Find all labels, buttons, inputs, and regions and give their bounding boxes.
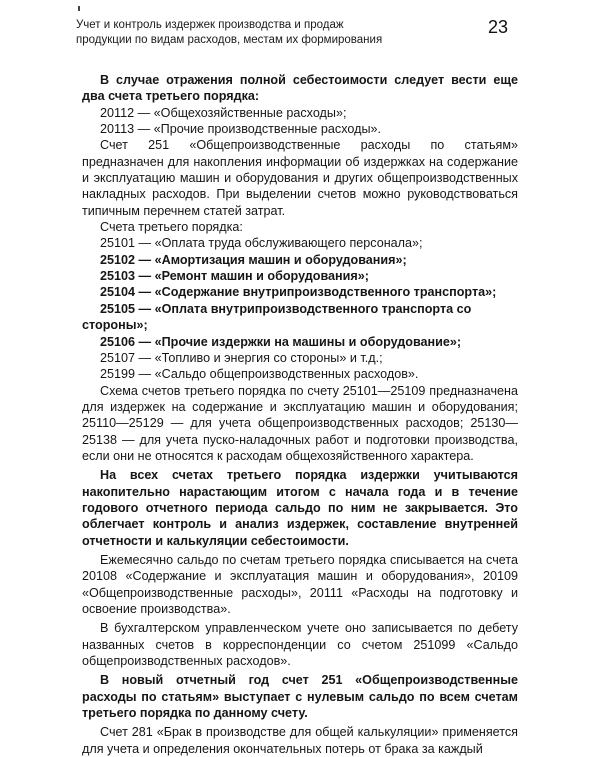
account-20112: 20112 — «Общехозяйственные расходы»; [100,105,347,120]
paragraph-7: В бухгалтерском управленческом учете оно записывается по дебету названных счетов в корреспонденции со счетом 251099 «Сальдо общепроизводственных расходов». [82,621,518,669]
paragraph-8: В новый отчетный год счет 251 «Общепроизводственные расходы по статьям» выступает с нулевым сальдо по всем счетам третьего порядка по данному счету. [82,673,518,721]
body-text [82,72,518,757]
running-title-line-1: Учет и контроль издержек производства и продаж [76,19,344,31]
paragraph-2: Счет 251 «Общепроизводственные расходы по статьям» предназначен для накопления информации об издержках на содержание и эксплуатацию машин и оборудования и других общепроизводственных накладных расходов. При выделении счетов можно руководствоваться типичным перечнем статей затрат. [82,138,518,218]
list-item: 25102 — «Амортизация машин и оборудования»; [100,252,407,267]
list-item: 25101 — «Оплата труда обслуживающего персонала»; [100,236,423,251]
paragraph-9: Счет 281 «Брак в производстве для общей калькуляции» применяется для учета и определения окончательных потерь от брака за каждый [82,725,518,756]
list-item: 25104 — «Содержание внутрипроизводственного транспорта»; [100,285,497,300]
running-title-line-2: продукции по видам расходов, местам их формирования [76,34,383,46]
paragraph-4: Схема счетов третьего порядка по счету 25101—25109 предназначена для издержек на содержание и эксплуатацию машин и оборудования; 25110—25129 — для учета общепроизводственных расходов; 25130—25138 — для учета пуско-наладочных работ и подготовки производства, если они не относятся к расходам общехозяйственного характера. [82,383,518,463]
account-list [82,235,518,382]
running-header [76,18,416,48]
list-item: 25103 — «Ремонт машин и оборудования»; [100,269,369,284]
list-item: 25106 — «Прочие издержки на машины и оборудование»; [100,334,462,349]
print-mark [78,6,80,11]
paragraph-6: Ежемесячно сальдо по счетам третьего порядка списывается на счета 20108 «Содержание и эксплуатация машин и оборудования», 20109 «Общепроизводственные расходы», 20111 «Расходы на подготовку и освоение производства». [82,552,518,616]
list-item: 25105 — «Оплата внутрипроизводственного транспорта со стороны»; [82,301,472,333]
paragraph-1: В случае отражения полной себестоимости следует вести еще два счета третьего порядка: [82,73,518,104]
account-20113: 20113 — «Прочие производственные расходы». [100,122,381,137]
list-item: 25107 — «Топливо и энергия со стороны» и т.д.; [100,350,383,365]
paragraph-5: На всех счетах третьего порядка издержки учитываются накопительно нарастающим итогом с начала года и в течение годового отчетного периода сальдо по ним не закрывается. Это облегчает контроль и анализ издержек, составление внутренней отчетности и калькуляции себестоимости. [82,468,518,548]
list-item: 25199 — «Сальдо общепроизводственных расходов». [100,367,419,382]
page-number: 23 [488,17,509,37]
paragraph-3: Счета третьего порядка: [100,220,243,235]
